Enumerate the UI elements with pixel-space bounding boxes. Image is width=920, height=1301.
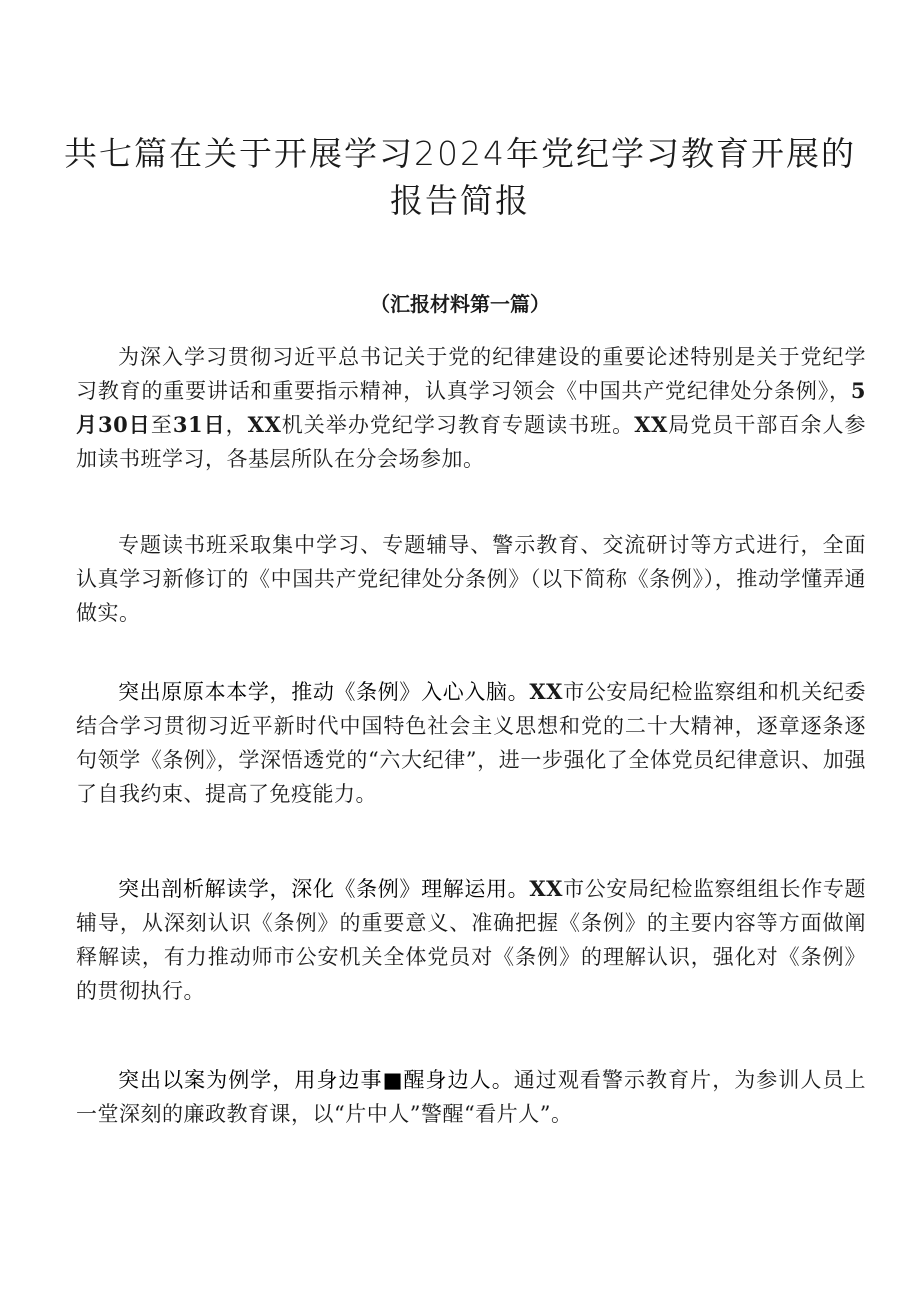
paragraph-intro-text-a: 为深入学习贯彻习近平总书记关于党的纪律建设的重要论述特别是关于党纪学习教育的重要讲话和重要指示精神，认真学习领会《中国共产党纪律处分条例》，: [76, 345, 866, 403]
point-2-org: XX: [529, 876, 563, 901]
section-subtitle: （汇报材料第一篇）: [370, 292, 550, 316]
org-placeholder-b: XX: [634, 412, 668, 437]
paragraph-intro-text-e: 局党员干部百余人参加读书班学习，各基层所队在分会场参加。: [76, 413, 867, 471]
paragraph-point-3: [76, 1063, 866, 1131]
paragraph-intro-text-c: ，: [225, 413, 248, 437]
document-title-line-1: 共七篇在关于开展学习2024年党纪学习教育开展的: [64, 134, 856, 173]
point-3-text: 通过观看警示教育片，为参训人员上一堂深刻的廉政教育课，以“片中人”警醒“看片人”。: [76, 1068, 867, 1126]
paragraph-method: 专题读书班采取集中学习、专题辅导、警示教育、交流研讨等方式进行，全面认真学习新修订的《中国共产党纪律处分条例》（以下简称《条例》），推动学懂弄通做实。: [76, 533, 866, 625]
point-2-heading: 突出剖析解读学，深化《条例》理解运用。: [118, 877, 530, 901]
point-1-heading: 突出原原本本学，推动《条例》入心入脑。: [118, 680, 530, 704]
paragraph-intro-text-d: 机关举办党纪学习教育专题读书班。: [281, 413, 635, 437]
org-placeholder-a: XX: [247, 412, 282, 437]
paragraph-intro-text-b: 至: [150, 413, 173, 437]
date-end: 31日: [172, 412, 226, 437]
point-3-heading: 突出以案为例学，用身边事■醒身边人。: [118, 1068, 514, 1092]
point-1-text: 市公安局纪检监察组和机关纪委结合学习贯彻习近平新时代中国特色社会主义思想和党的二十大精神，逐章逐条逐句领学《条例》，学深悟透党的“六大纪律”，进一步强化了全体党员纪律意识、加强了自我约束、提高了免疫能力。: [76, 680, 867, 806]
paragraph-point-1: [76, 675, 866, 811]
date-start: 5月30日: [76, 378, 866, 437]
document-title-line-2: 报告简报: [390, 181, 530, 220]
paragraph-point-2: [76, 872, 866, 1008]
point-2-text: 市公安局纪检监察组组长作专题辅导，从深刻认识《条例》的重要意义、准确把握《条例》的主要内容等方面做阐释解读，有力推动师市公安机关全体党员对《条例》的理解认识，强化对《条例》的贯彻执行。: [76, 877, 867, 1003]
point-1-org: XX: [529, 679, 563, 704]
paragraph-intro: [76, 340, 866, 476]
